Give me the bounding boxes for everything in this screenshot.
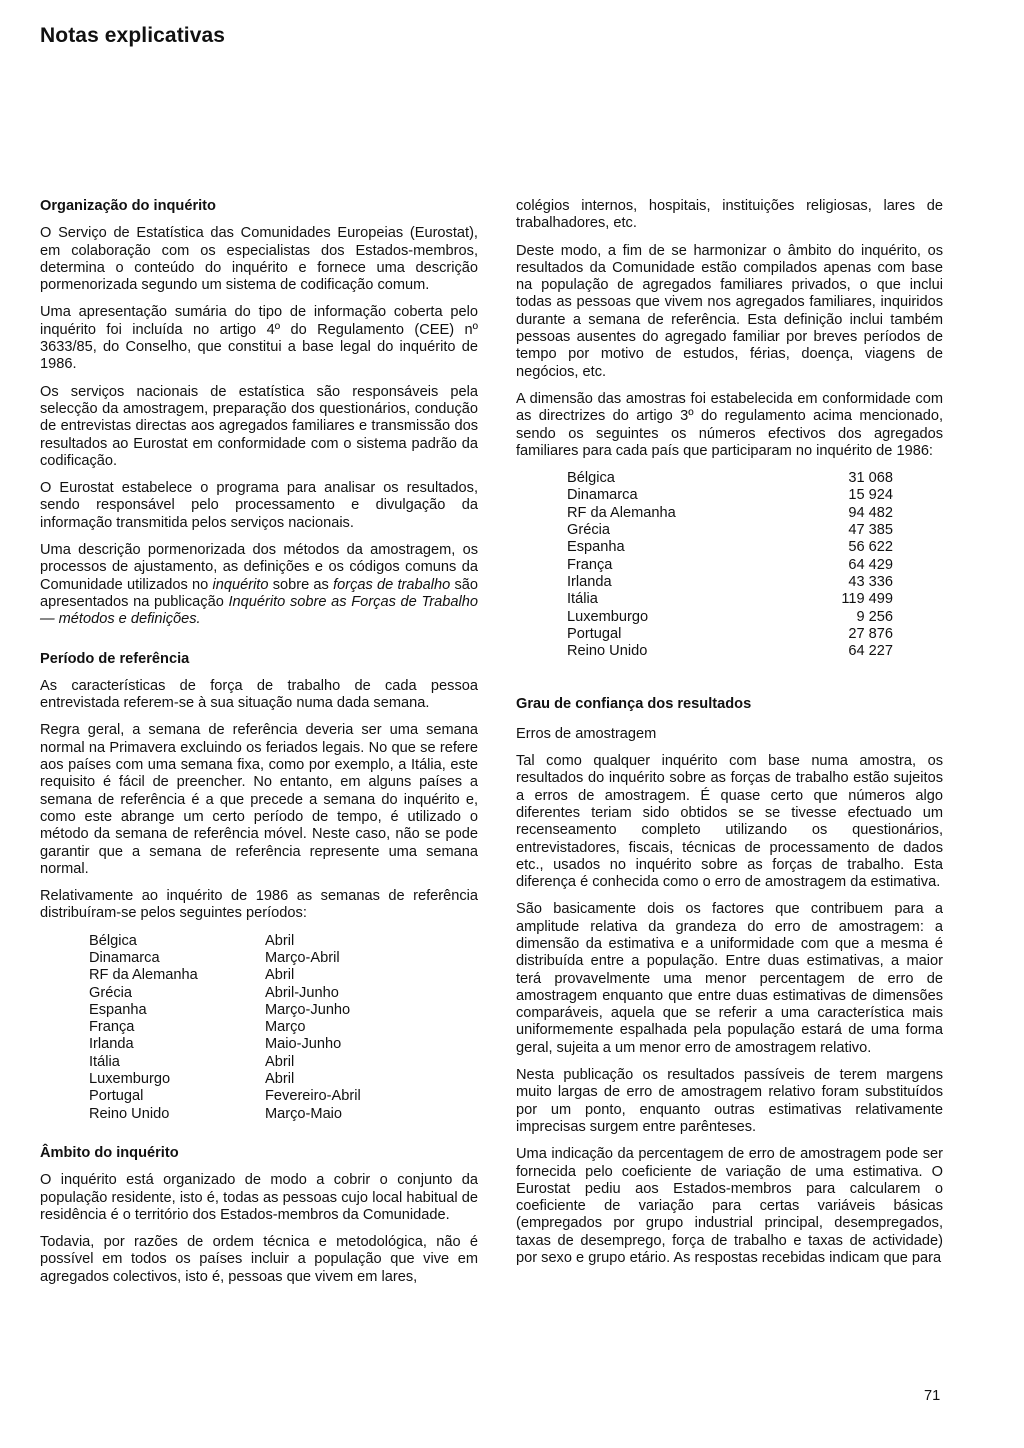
table-row xyxy=(89,1036,415,1053)
paragraph: As características de força de trabalho de cada pessoa entrevistada referem-se à sua situação numa dada semana. xyxy=(40,677,478,712)
paragraph: O inquérito está organizado de modo a cobrir o conjunto da população residente, isto é, todas as pessoas cujo local habitual de residência é o território dos Estados-membros da Comunidade. xyxy=(40,1172,478,1223)
period-cell: Março-Maio xyxy=(265,1105,343,1122)
table-row xyxy=(567,522,893,539)
sample-size-cell: 43 336 xyxy=(848,573,893,590)
section-heading-ambito: Âmbito do inquérito xyxy=(40,1144,179,1161)
country-cell: Grécia xyxy=(89,984,132,1001)
paragraph: O Serviço de Estatística das Comunidades Europeias (Eurostat), em colaboração com os especialistas dos Estados-membros, determina o conteúdo do inquérito e fornece uma descrição pormenorizada segundo um sistema de codificação comum. xyxy=(40,225,478,294)
table-row xyxy=(567,557,893,574)
paragraph: Tal como qualquer inquérito com base numa amostra, os resultados do inquérito sobre as forças de trabalho estão sujeitos a erros de amostragem. É quase certo que números algo diferentes teriam sido obtidos se se tivesse efectuado um recenseamento completo utilizando os questionários, entrevistadores, fiscais, técnicas de processamento de dados etc., usados no inquérito sobre as forças de trabalho. Esta diferença é conhecida como o erro de amostragem da estimativa. xyxy=(516,753,943,891)
text-run-italic: Inquérito sobre as Forças de Trabalho — métodos e definições. xyxy=(40,593,478,628)
table-row xyxy=(89,933,415,950)
table-row xyxy=(89,1088,415,1105)
reference-period-table xyxy=(89,933,415,1123)
table-row xyxy=(89,1002,415,1019)
period-cell: Abril xyxy=(265,932,295,949)
sample-size-cell: 15 924 xyxy=(848,487,893,504)
table-row xyxy=(567,487,893,504)
table-row xyxy=(89,950,415,967)
table-row xyxy=(567,643,893,660)
table-row xyxy=(567,574,893,591)
paragraph: Os serviços nacionais de estatística são responsáveis pela selecção da amostragem, preparação dos questionários, condução de entrevistas directas aos agregados familiares e transmissão dos resultados ao Eurostat em conformidade com o sistema padrão da codificação. xyxy=(40,383,478,469)
text-run: Uma descrição pormenorizada dos métodos da amostragem, os processos de ajustamento, as definições e os códigos comuns da Comunidade utilizados no xyxy=(40,542,478,593)
country-cell: Portugal xyxy=(89,1088,144,1105)
country-cell: Itália xyxy=(567,591,598,608)
subsection-heading-erros: Erros de amostragem xyxy=(516,725,657,742)
sample-size-table xyxy=(567,470,893,660)
table-row xyxy=(567,591,893,608)
sample-size-cell: 31 068 xyxy=(848,470,893,487)
country-cell: Reino Unido xyxy=(567,643,648,660)
table-row xyxy=(89,985,415,1002)
sample-size-cell: 64 227 xyxy=(848,643,893,660)
country-cell: Irlanda xyxy=(567,573,612,590)
text-run-italic: forças de trabalho xyxy=(333,576,451,593)
country-cell: RF da Alemanha xyxy=(567,504,676,521)
period-cell: Abril xyxy=(265,1053,295,1070)
paragraph: Relativamente ao inquérito de 1986 as semanas de referência distribuíram-se pelos seguintes períodos: xyxy=(40,888,478,922)
sample-size-cell: 64 429 xyxy=(848,556,893,573)
country-cell: RF da Alemanha xyxy=(89,967,198,984)
paragraph: São basicamente dois os factores que contribuem para a amplitude relativa da grandeza do erro de amostragem: a dimensão da estimativa e a uniformidade com que a mesma é distribuída entre a população. Entre duas estimativas, a maior terá provavelmente uma menor percentagem de erro de amostragem enquanto que entre duas estimativas de dimensões comparáveis, aquela que se referir a uma característica mais uniformemente espalhada pela população estará de uma forma geral, sujeita a um menor erro de amostragem relativo. xyxy=(516,901,943,1056)
table-row xyxy=(89,1054,415,1071)
period-cell: Fevereiro-Abril xyxy=(265,1088,361,1105)
sample-size-cell: 47 385 xyxy=(848,522,893,539)
paragraph: A dimensão das amostras foi estabelecida em conformidade com as directrizes do artigo 3º do regulamento acima mencionado, sendo os seguintes os números efectivos dos agregados familiares para cada país que participaram no inquérito de 1986: xyxy=(516,390,943,459)
country-cell: Dinamarca xyxy=(89,949,160,966)
paragraph: Regra geral, a semana de referência deveria ser uma semana normal na Primavera excluindo os feriados legais. No que se refere aos países com uma semana fixa, como por exemplo, a Itália, este requisito é fácil de preencher. No entanto, em alguns países a semana de referência é a que precede a semana do inquérito e, como este abrange um certo período de tempo, é utilizado o método da semana de referência móvel. Neste caso, não se pode garantir que a semana de referência represente uma semana normal. xyxy=(40,722,478,877)
table-row xyxy=(567,626,893,643)
period-cell: Abril xyxy=(265,1071,295,1088)
country-cell: Espanha xyxy=(89,1001,147,1018)
country-cell: Dinamarca xyxy=(567,487,638,504)
table-row xyxy=(89,967,415,984)
table-row xyxy=(89,1071,415,1088)
table-row xyxy=(567,609,893,626)
country-cell: Portugal xyxy=(567,625,622,642)
country-cell: França xyxy=(567,556,613,573)
sample-size-cell: 119 499 xyxy=(841,591,893,608)
section-heading-organizacao: Organização do inquérito xyxy=(40,198,216,214)
sample-size-cell: 27 876 xyxy=(848,625,893,642)
country-cell: Itália xyxy=(89,1053,120,1070)
table-row xyxy=(567,539,893,556)
table-row xyxy=(567,505,893,522)
table-row xyxy=(89,1019,415,1036)
right-column xyxy=(516,198,943,1277)
country-cell: Bélgica xyxy=(89,932,137,949)
country-cell: França xyxy=(89,1019,135,1036)
country-cell: Irlanda xyxy=(89,1036,134,1053)
sample-size-cell: 56 622 xyxy=(848,539,893,556)
text-run: são apresentados na publicação xyxy=(40,576,478,610)
table-row xyxy=(567,470,893,487)
text-run-italic: inquérito xyxy=(212,576,269,593)
paragraph: colégios internos, hospitais, instituições religiosas, lares de trabalhadores, etc. xyxy=(516,198,943,232)
sample-size-cell: 94 482 xyxy=(848,504,893,521)
paragraph: Uma apresentação sumária do tipo de informação coberta pelo inquérito foi incluída no artigo 4º do Regulamento (CEE) nº 3633/85, do Conselho, que constitui a base legal do inquérito de 1986. xyxy=(40,304,478,373)
period-cell: Maio-Junho xyxy=(265,1036,342,1053)
paragraph: Nesta publicação os resultados passíveis de terem margens muito largas de erro de amostragem relativo foram substituídos por um ponto, enquanto outras estimativas relativamente imprecisas surgem entre parênteses. xyxy=(516,1067,943,1135)
paragraph xyxy=(40,542,478,628)
sample-size-cell: 9 256 xyxy=(856,608,893,625)
paragraph: Deste modo, a fim de se harmonizar o âmbito do inquérito, os resultados da Comunidade estão compilados apenas com base na população de agregados familiares privados, o que inclui todas as pessoas que vivem nos agregados familiares, inquiridos durante a semana de referência. Esta definição inclui também pessoas ausentes do agregado familiar por breves períodos de tempo por motivo de estudos, férias, doença, viagens de negócios, etc. xyxy=(516,242,943,380)
country-cell: Espanha xyxy=(567,539,625,556)
period-cell: Março-Abril xyxy=(265,949,340,966)
country-cell: Reino Unido xyxy=(89,1105,170,1122)
page-title: Notas explicativas xyxy=(40,24,226,47)
section-heading-periodo: Período de referência xyxy=(40,650,190,667)
period-cell: Abril-Junho xyxy=(265,984,339,1001)
table-row xyxy=(89,1106,415,1123)
country-cell: Grécia xyxy=(567,522,610,539)
paragraph: Uma indicação da percentagem de erro de amostragem pode ser fornecida pelo coeficiente de variação de uma estimativa. O Eurostat pediu aos Estados-membros para calcularem o coeficiente de variação para certas variáveis básicas (empregados por grupo industrial principal, desempregados, taxas de desemprego, força de trabalho e taxas de actividade) por sexo e grupo etário. As respostas recebidas indicam que para xyxy=(516,1146,943,1267)
page-number: 71 xyxy=(924,1388,941,1404)
country-cell: Luxemburgo xyxy=(567,608,649,625)
country-cell: Luxemburgo xyxy=(89,1071,171,1088)
text-run: sobre as xyxy=(268,576,334,593)
country-cell: Bélgica xyxy=(567,470,615,487)
period-cell: Março xyxy=(265,1019,306,1036)
paragraph: O Eurostat estabelece o programa para analisar os resultados, sendo responsável pelo processamento e divulgação da informação transmitida pelos serviços nacionais. xyxy=(40,480,478,531)
period-cell: Março-Junho xyxy=(265,1001,351,1018)
period-cell: Abril xyxy=(265,967,295,984)
left-column xyxy=(40,198,478,1296)
paragraph: Todavia, por razões de ordem técnica e metodológica, não é possível em todos os países incluir a população que vive em agregados colectivos, isto é, pessoas que vivem em lares, xyxy=(40,1234,478,1285)
section-heading-grau-confianca: Grau de confiança dos resultados xyxy=(516,696,752,713)
